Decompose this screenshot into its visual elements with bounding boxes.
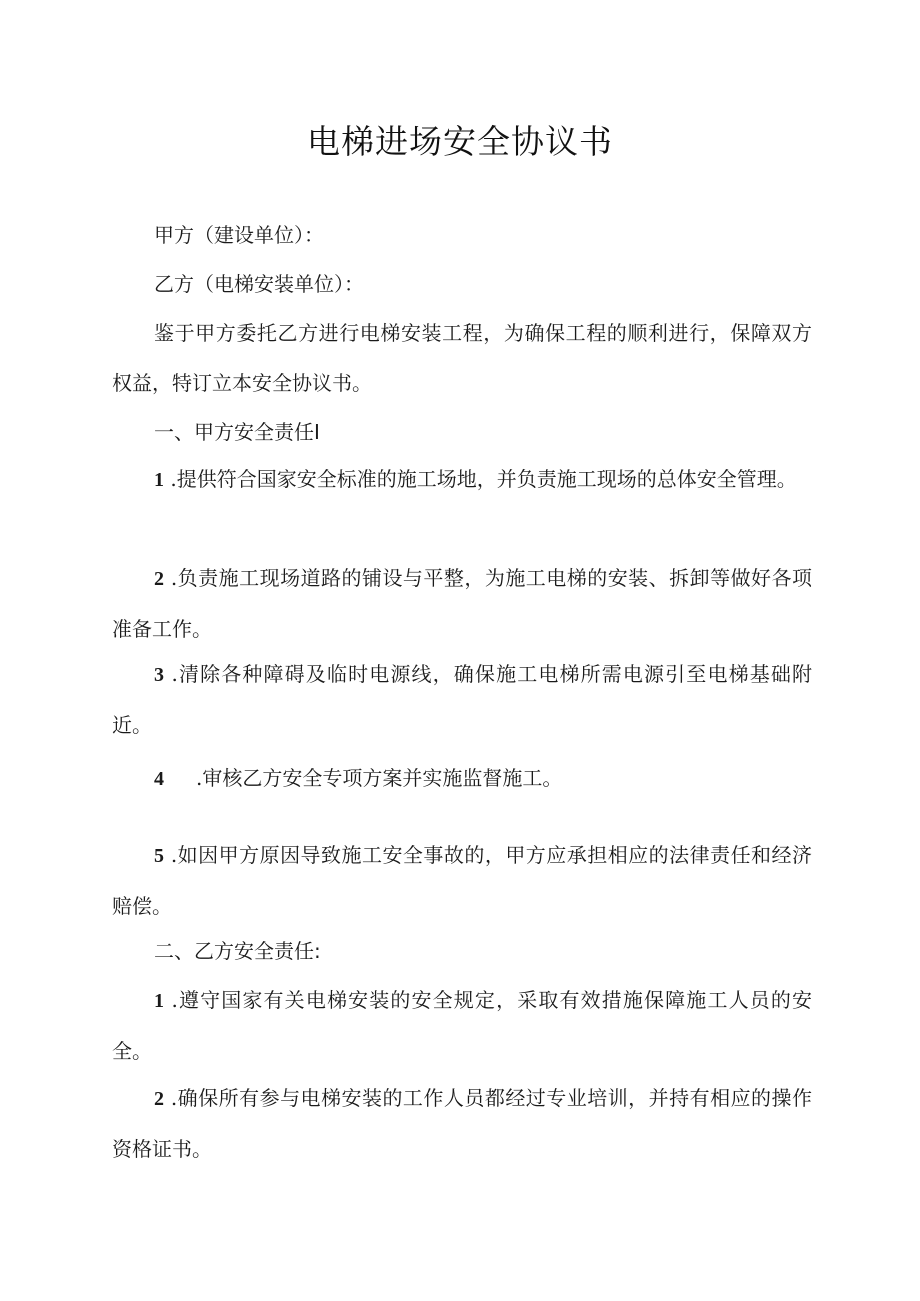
section2-heading: 二、乙方安全责任: bbox=[154, 939, 321, 963]
item-text: .遵守国家有关电梯安装的安全规定，采取有效措施保障施工人员的安全。 bbox=[112, 988, 813, 1063]
item-number: 3 bbox=[154, 664, 164, 686]
item-text: .清除各种障碍及临时电源线，确保施工电梯所需电源引至电梯基础附近。 bbox=[112, 662, 813, 737]
section1-item-2 bbox=[112, 553, 812, 654]
item-number: 2 bbox=[154, 568, 164, 590]
item-number: 1 bbox=[154, 469, 164, 491]
item-number: 5 bbox=[154, 845, 164, 867]
party-a-line: 甲方（建设单位）： bbox=[154, 223, 324, 247]
item-text: .审核乙方安全专项方案并实施监督施工。 bbox=[196, 766, 563, 790]
section1-item-5 bbox=[112, 830, 812, 931]
item-text: .提供符合国家安全标准的施工场地，并负责施工现场的总体安全管理。 bbox=[170, 467, 797, 491]
section2-item-1 bbox=[112, 975, 812, 1076]
item-text: .如因甲方原因导致施工安全事故的，甲方应承担相应的法律责任和经济赔偿。 bbox=[112, 843, 813, 918]
item-number: 1 bbox=[154, 990, 164, 1012]
section1-item-1 bbox=[112, 454, 812, 505]
item-text: .确保所有参与电梯安装的工作人员都经过专业培训，并持有相应的操作资格证书。 bbox=[112, 1086, 813, 1161]
item-number: 2 bbox=[154, 1088, 164, 1110]
section1-heading: 一、甲方安全责任I bbox=[154, 420, 320, 444]
section1-item-4 bbox=[112, 753, 812, 804]
section1-item-3 bbox=[112, 649, 812, 750]
section2-item-2 bbox=[112, 1073, 812, 1174]
party-b-line: 乙方（电梯安装单位）： bbox=[154, 272, 364, 296]
item-number: 4 bbox=[154, 768, 164, 790]
preamble-paragraph: 鉴于甲方委托乙方进行电梯安装工程，为确保工程的顺利进行，保障双方权益，特订立本安全协议书。 bbox=[112, 321, 812, 395]
item-text: .负责施工现场道路的铺设与平整，为施工电梯的安装、拆卸等做好各项准备工作。 bbox=[112, 566, 813, 641]
document-title: 电梯进场安全协议书 bbox=[307, 122, 613, 161]
